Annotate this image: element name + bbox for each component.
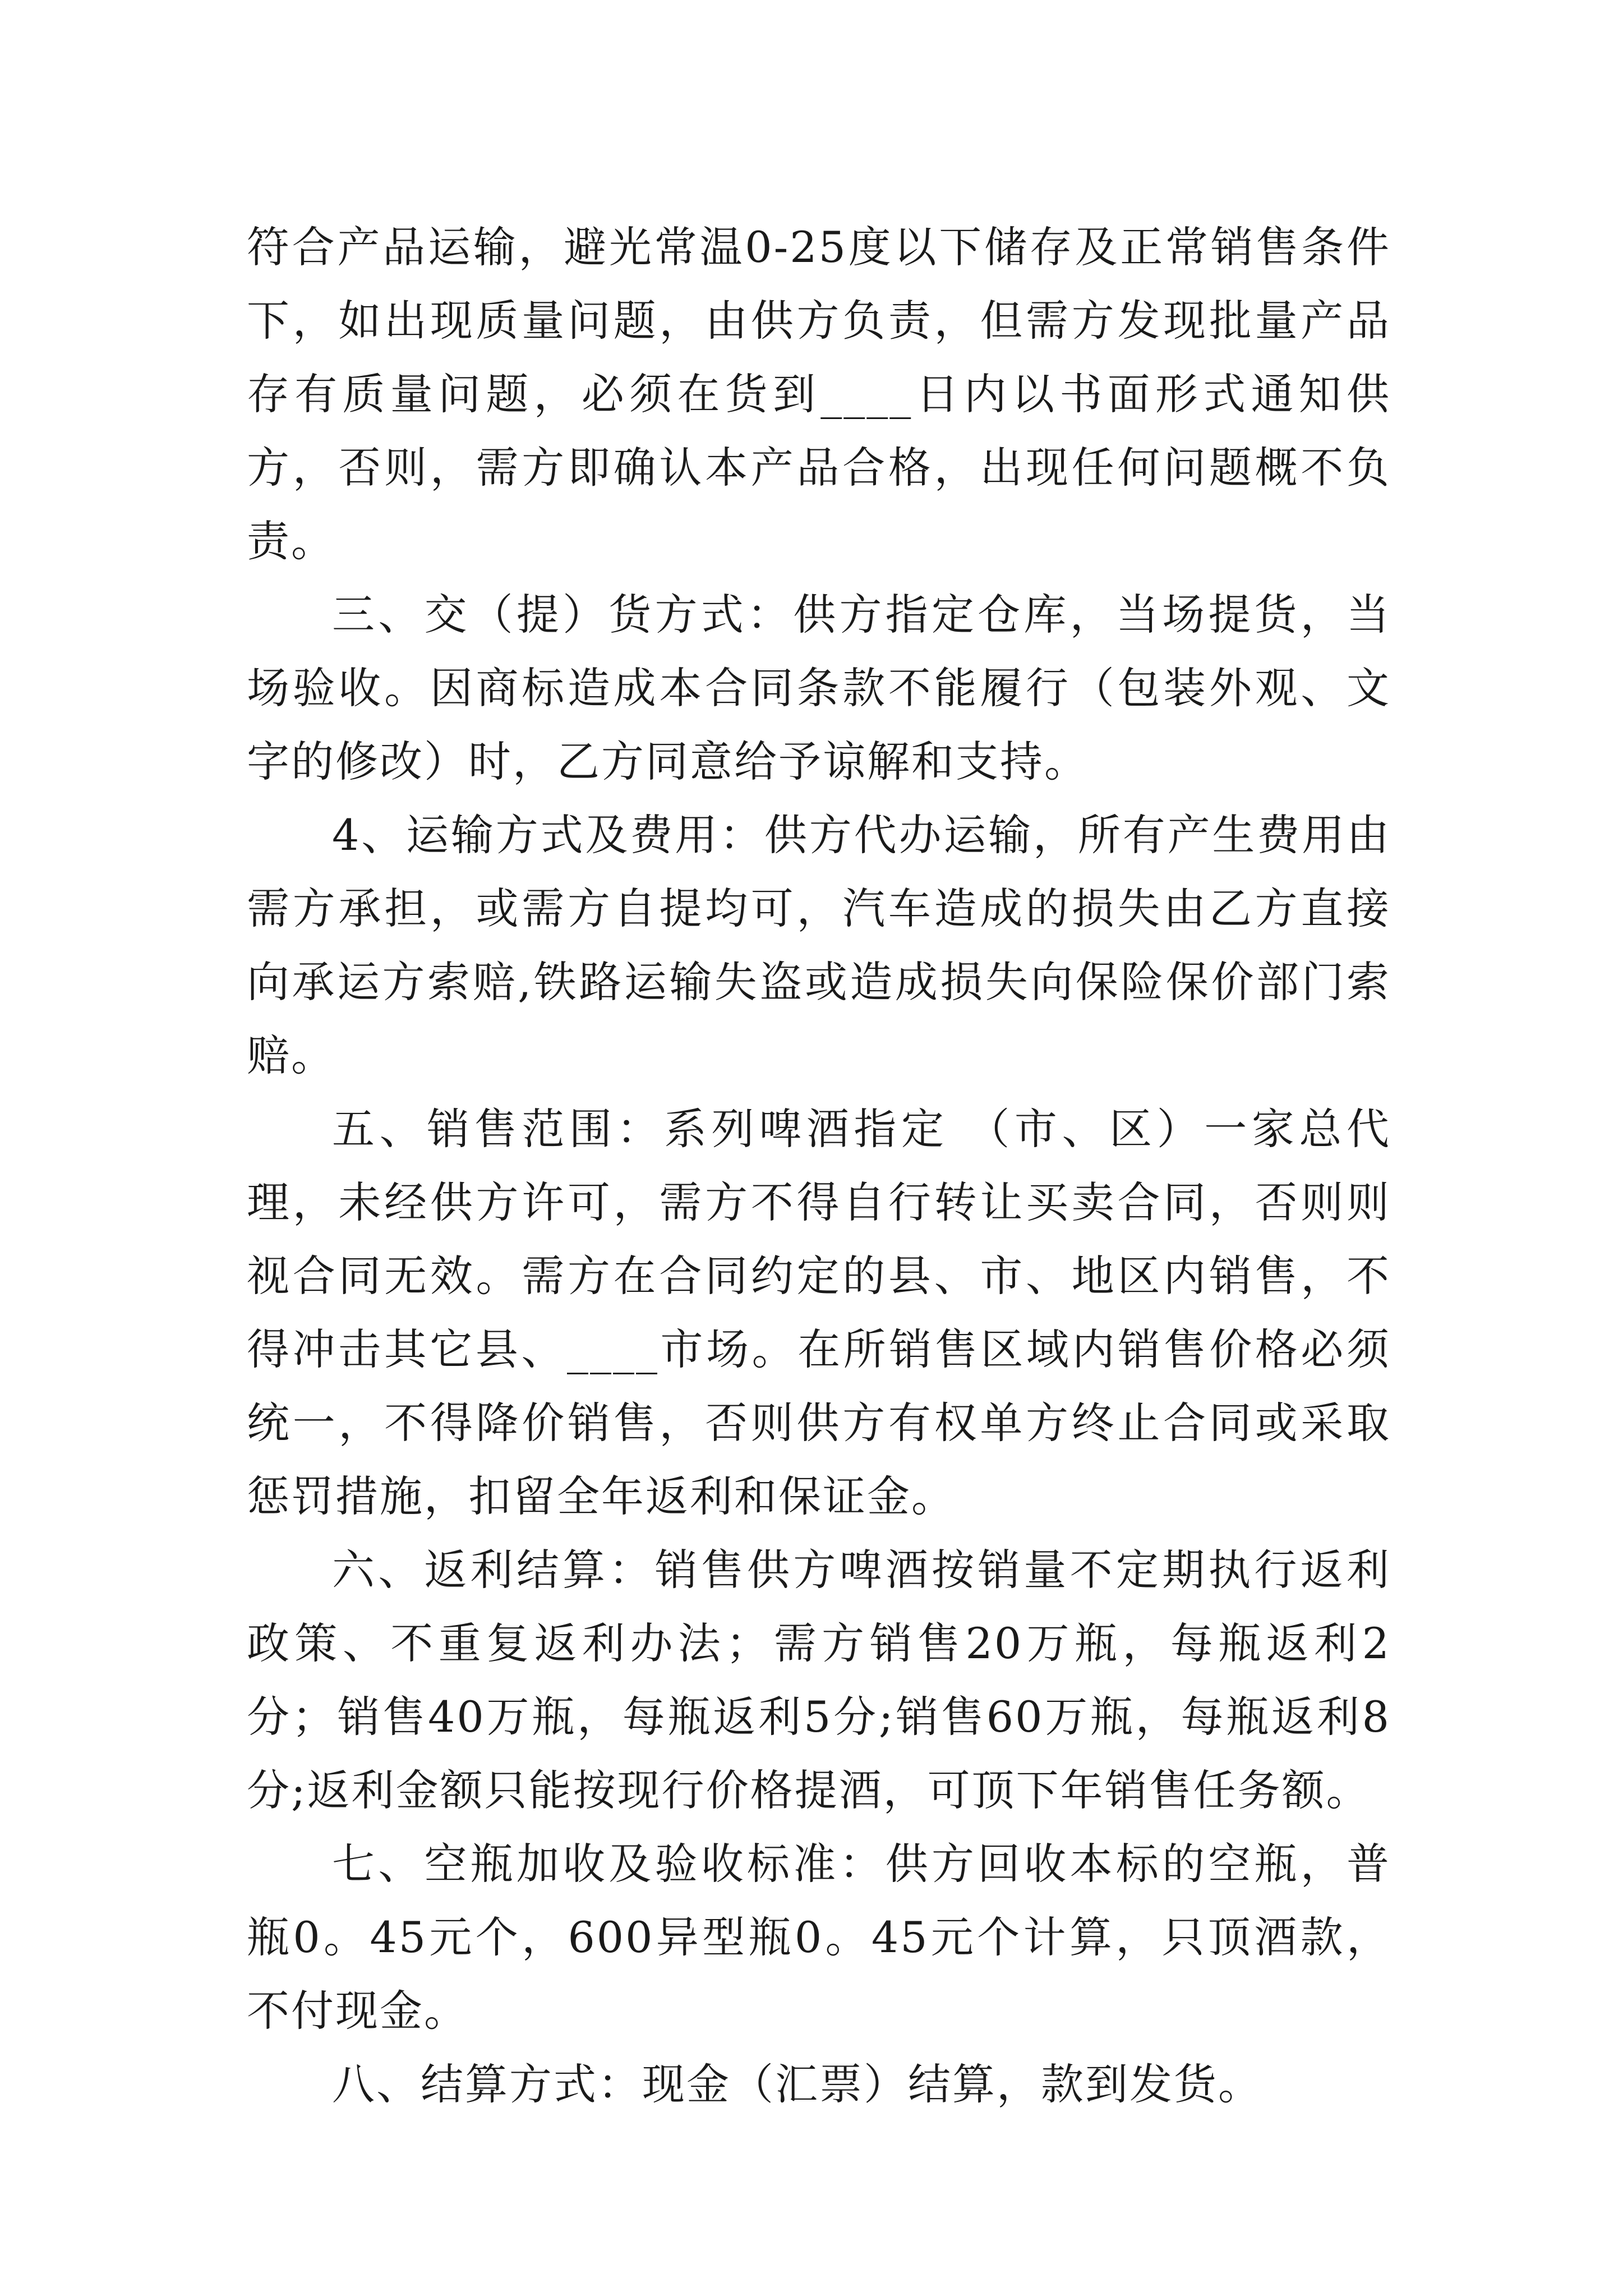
paragraph-transport-costs: 4、运输方式及费用：供方代办运输，所有产生费用由需方承担，或需方自提均可，汽车造成的损失由乙方直接向承运方索赔,铁路运输失盗或造成损失向保险保价部门索赔。 — [247, 810, 1391, 1080]
paragraph-delivery-method: 三、交（提）货方式：供方指定仓库，当场提货，当场验收。因商标造成本合同条款不能履行（包装外观、文字的修改）时，乙方同意给予谅解和支持。 — [247, 590, 1391, 786]
document-body — [247, 210, 1391, 2121]
paragraph-rebate-settlement: 六、返利结算：销售供方啤酒按销量不定期执行返利政策、不重复返利办法；需方销售20万瓶，每瓶返利2分；销售40万瓶，每瓶返利5分;销售60万瓶，每瓶返利8分;返利金额只能按现行价格提酒，可顶下年销售任务额。 — [247, 1545, 1391, 1815]
paragraph-empty-bottles: 七、空瓶加收及验收标准：供方回收本标的空瓶，普瓶0。45元个，600异型瓶0。45元个计算，只顶酒款，不付现金。 — [247, 1839, 1391, 2036]
paragraph-sales-scope: 五、销售范围：系列啤酒指定 （市、区）一家总代理，未经供方许可，需方不得自行转让买卖合同，否则则视合同无效。需方在合同约定的县、市、地区内销售，不得冲击其它县、____市场。在所销售区域内销售价格必须统一，不得降价销售，否则供方有权单方终止合同或采取惩罚措施，扣留全年返利和保证金。 — [247, 1104, 1391, 1521]
paragraph-quality-continuation: 符合产品运输，避光常温0-25度以下储存及正常销售条件下，如出现质量问题，由供方负责，但需方发现批量产品存有质量问题，必须在货到____日内以书面形式通知供方，否则，需方即确认本产品合格，出现任何问题概不负责。 — [247, 222, 1391, 566]
paragraph-payment-method: 八、结算方式：现金（汇票）结算，款到发货。 — [332, 2059, 1262, 2109]
